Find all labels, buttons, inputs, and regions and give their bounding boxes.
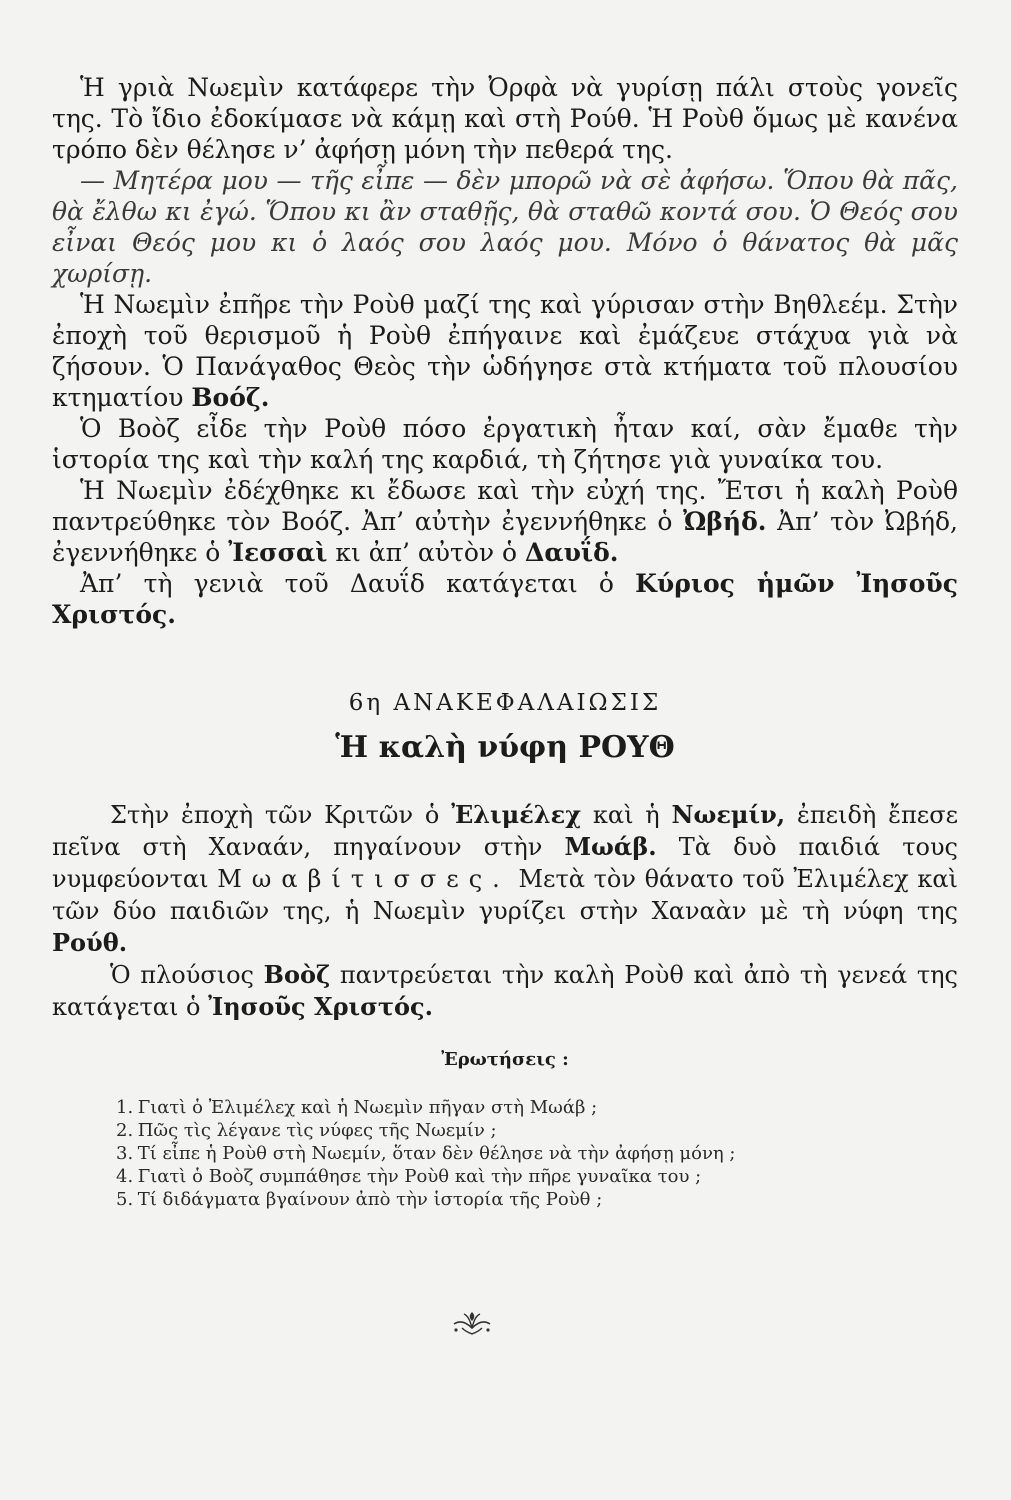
summary-paragraph-1: Στὴν ἐποχὴ τῶν Κριτῶν ὁ Ἐλιμέλεχ καὶ ἡ Νωεμίν, ἐπειδὴ ἔπεσε πεῖνα στὴ Χαναάν, πηγαίνουν στὴν Μωάβ. Τὰ δυὸ παιδιά τους νυμφεύονται Μωαβίτισσες. Μετὰ τὸν θάνατο τοῦ Ἐλιμέλεχ καὶ τῶν δύο παιδιῶν της, ἡ Νωεμὶν γυρίζει στὴν Χαναὰν μὲ τὴ νύφη της Ρούθ.: [52, 800, 959, 957]
question-item: 5. Τί διδάγματα βγαίνουν ἀπὸ τὴν ἱστορία τῆς Ροὺθ ;: [116, 1189, 603, 1210]
paragraph-bethlehem: Ἡ Νωεμὶν ἐπῆρε τὴν Ροὺθ μαζί της καὶ γύρισαν στὴν Βηθλεέμ. Στὴν ἐποχὴ τοῦ θερισμοῦ ἡ Ροὺθ ἐπήγαινε καὶ ἐμάζευε στάχυα γιὰ νὰ ζήσουν. Ὁ Πανάγαθος Θεὸς τὴν ὡδήγησε στὰ κτήματα τοῦ πλουσίου κτηματίου Βοόζ.: [52, 290, 958, 412]
page-content: [52, 72, 958, 1211]
name-obed: Ὠβήδ.: [683, 507, 767, 536]
question-item: 1. Γιατὶ ὁ Ἐλιμέλεχ καὶ ἡ Νωεμὶν πῆγαν στὴ Μωάβ ;: [116, 1097, 598, 1118]
paragraph-lineage: Ἡ Νωεμὶν ἐδέχθηκε κι ἔδωσε καὶ τὴν εὐχή της. Ἔτσι ἡ καλὴ Ροὺθ παντρεύθηκε τὸν Βοόζ. Ἀπ’ αὐτὴν ἐγεννήθηκε ὁ Ὠβήδ. Ἀπ’ τὸν Ὠβήδ, ἐγεννήθηκε ὁ Ἰεσσαὶ κι ἀπ’ αὐτὸν ὁ Δαυΐδ.: [52, 476, 958, 567]
name-elimelech: Ἐλιμέλεχ: [451, 800, 582, 829]
name-moab: Μωάβ.: [564, 832, 657, 861]
name-david: Δαυΐδ.: [525, 538, 619, 567]
question-item: 3. Τί εἶπε ἡ Ροὺθ στὴ Νωεμίν, ὅταν δὲν θέλησε νὰ τὴν ἀφήσῃ μόνη ;: [116, 1143, 736, 1164]
story-text: [52, 72, 958, 630]
questions-list: [116, 1096, 958, 1211]
name-booz-summary: Βοὸζ: [263, 960, 331, 989]
paragraph-ruth-speech: — Μητέρα μου — τῆς εἶπε — δὲν μπορῶ νὰ σὲ ἀφήσω. Ὅπου θὰ πᾶς, θὰ ἔλθω κι ἐγώ. Ὅπου κι ἂν σταθῇς, θὰ σταθῶ κοντά σου. Ὁ Θεός σου εἶναι Θεός μου κι ὁ λαός σου λαός μου. Μόνο ὁ θάνατος θὰ μᾶς χωρίσῃ.: [52, 166, 958, 288]
summary-title: Ἡ καλὴ νύφη ΡΟΥΘ: [335, 730, 675, 765]
paragraph-orpha-ruth: Ἡ γριὰ Νωεμὶν κατάφερε τὴν Ὀρφὰ νὰ γυρίσῃ πάλι στοὺς γονεῖς της. Τὸ ἴδιο ἐδοκίμασε νὰ κάμῃ καὶ στὴ Ρούθ. Ἡ Ροὺθ ὅμως μὲ κανένα τρόπο δὲν θέλησε ν’ ἀφήσῃ μόνη τὴν πεθερά της.: [52, 73, 958, 164]
name-naomi: Νωεμίν,: [671, 800, 786, 829]
summary-paragraph-2: Ὁ πλούσιος Βοὸζ παντρεύεται τὴν καλὴ Ροὺθ καὶ ἀπὸ τὴ γενεά της κατάγεται ὁ Ἰησοῦς Χριστός.: [52, 960, 958, 1021]
name-jesus: Ἰησοῦς Χριστός.: [208, 992, 433, 1021]
summary-heading: 6η ΑΝΑΚΕΦΑΛΑΙΩΣΙΣ: [348, 690, 662, 716]
paragraph-christ: Ἀπ’ τὴ γενιὰ τοῦ Δαυΐδ κατάγεται ὁ Κύριος ἡμῶν Ἰησοῦς Χριστός.: [52, 569, 958, 629]
floral-ornament-icon: [450, 1308, 494, 1338]
paragraph-booz-marries: Ὁ Βοὸζ εἶδε τὴν Ροὺθ πόσο ἐργατικὴ ἦταν καί, σὰν ἔμαθε τὴν ἱστορία της καὶ τὴν καλή της καρδιά, τὴ ζήτησε γιὰ γυναίκα του.: [52, 414, 958, 474]
question-item: 4. Γιατὶ ὁ Βοὸζ συμπάθησε τὴν Ροὺθ καὶ τὴν πῆρε γυναῖκα του ;: [116, 1166, 702, 1187]
name-lord: Κύριος ἡμῶν Ἰησοῦς Χριστός.: [52, 569, 958, 629]
question-item: 2. Πῶς τὶς λέγανε τὶς νύφες τῆς Νωεμίν ;: [116, 1120, 497, 1141]
name-ruth: Ρούθ.: [52, 928, 128, 957]
name-jesse: Ἰεσσαὶ: [228, 538, 328, 567]
word-moabitesses: Μωαβίτισσες.: [217, 865, 510, 893]
name-booz: Βοόζ.: [191, 383, 270, 412]
summary-text: [52, 799, 958, 1023]
questions-heading: Ἐρωτήσεις :: [441, 1049, 569, 1070]
